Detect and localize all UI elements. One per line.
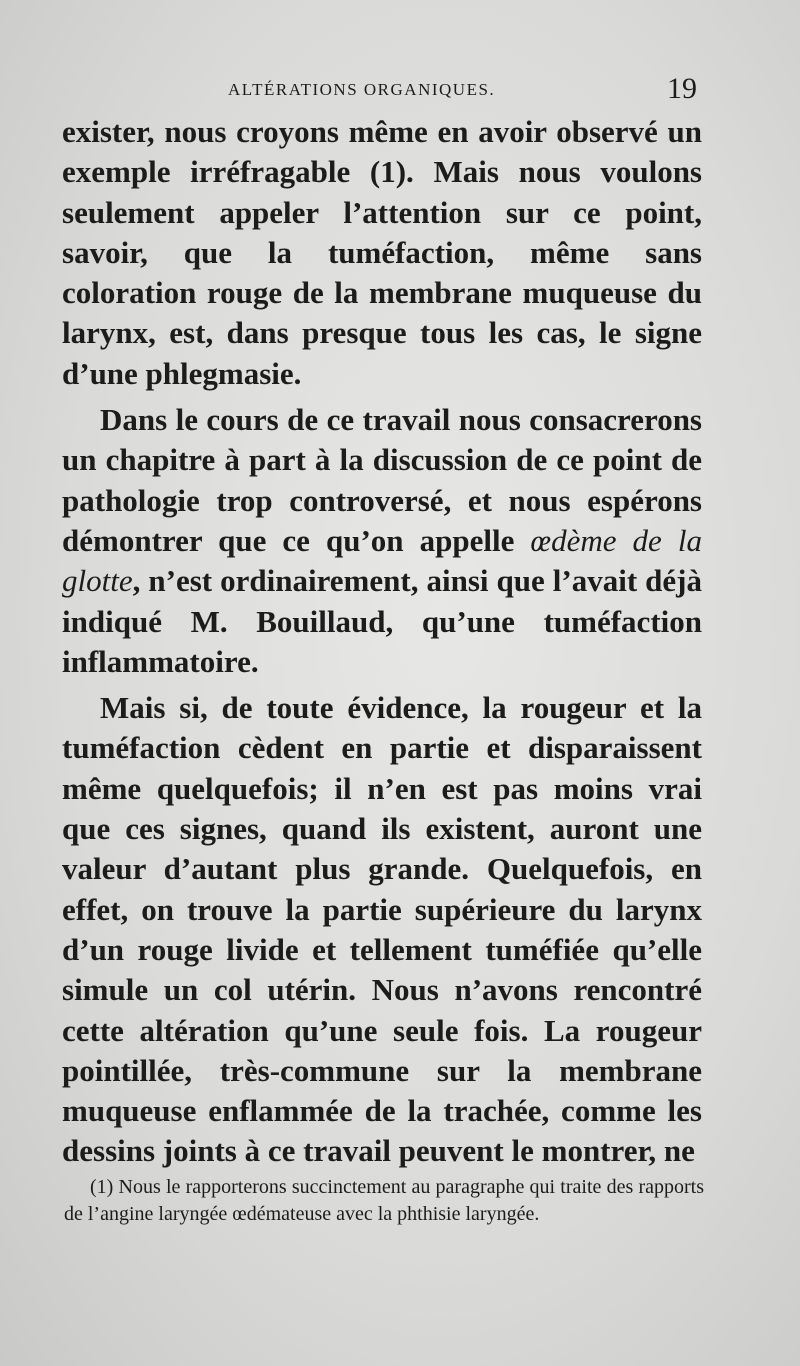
running-head	[0, 72, 800, 106]
paragraph-2	[62, 400, 702, 682]
page-number: 19	[667, 72, 697, 105]
footnote-text: (1) Nous le rapporterons succinctement au paragraphe qui traite des rapports de l’angine laryngée œdémateuse avec la phthisie laryngée.	[64, 1176, 704, 1225]
paragraph-2-text-end: , n’est ordinairement, ainsi que l’avait déjà indiqué M. Bouillaud, qu’une tuméfaction inflammatoire.	[62, 563, 702, 679]
body-text	[62, 112, 702, 1172]
paragraph-3	[62, 688, 702, 1172]
paragraph-3-text: Mais si, de toute évidence, la rougeur et la tuméfaction cèdent en partie et disparaissent même quelquefois; il n’en est pas moins vrai que ces signes, quand ils existent, auront une valeur d’autant plus grande. Quelquefois, en effet, on trouve la partie supérieure du larynx d’un rouge livide et tellement tuméfiée qu’elle simule un col utérin. Nous n’avons rencontré cette altération qu’une seule fois. La rougeur pointillée, très-commune sur la membrane muqueuse enflammée de la trachée, comme les dessins joints à ce travail peuvent le montrer, ne	[62, 690, 702, 1169]
running-head-title: ALTÉRATIONS ORGANIQUES.	[228, 80, 496, 99]
paragraph-1-text: exister, nous croyons même en avoir observé un exemple irréfragable (1). Mais nous voulons seulement appeler l’attention sur ce point, savoir, que la tuméfaction, même sans coloration rouge de la membrane muqueuse du larynx, est, dans presque tous les cas, le signe d’une phlegmasie.	[62, 114, 702, 391]
paragraph-2-text-start: Dans le cours de ce travail nous consacrerons un chapitre à part à la discussion de ce point de pathologie trop controversé, et nous espérons démontrer que ce qu’on appelle	[62, 402, 702, 558]
paragraph-2-italic-term: œdème de la glotte	[62, 522, 702, 599]
footnote	[64, 1174, 704, 1227]
paragraph-1	[62, 112, 702, 394]
